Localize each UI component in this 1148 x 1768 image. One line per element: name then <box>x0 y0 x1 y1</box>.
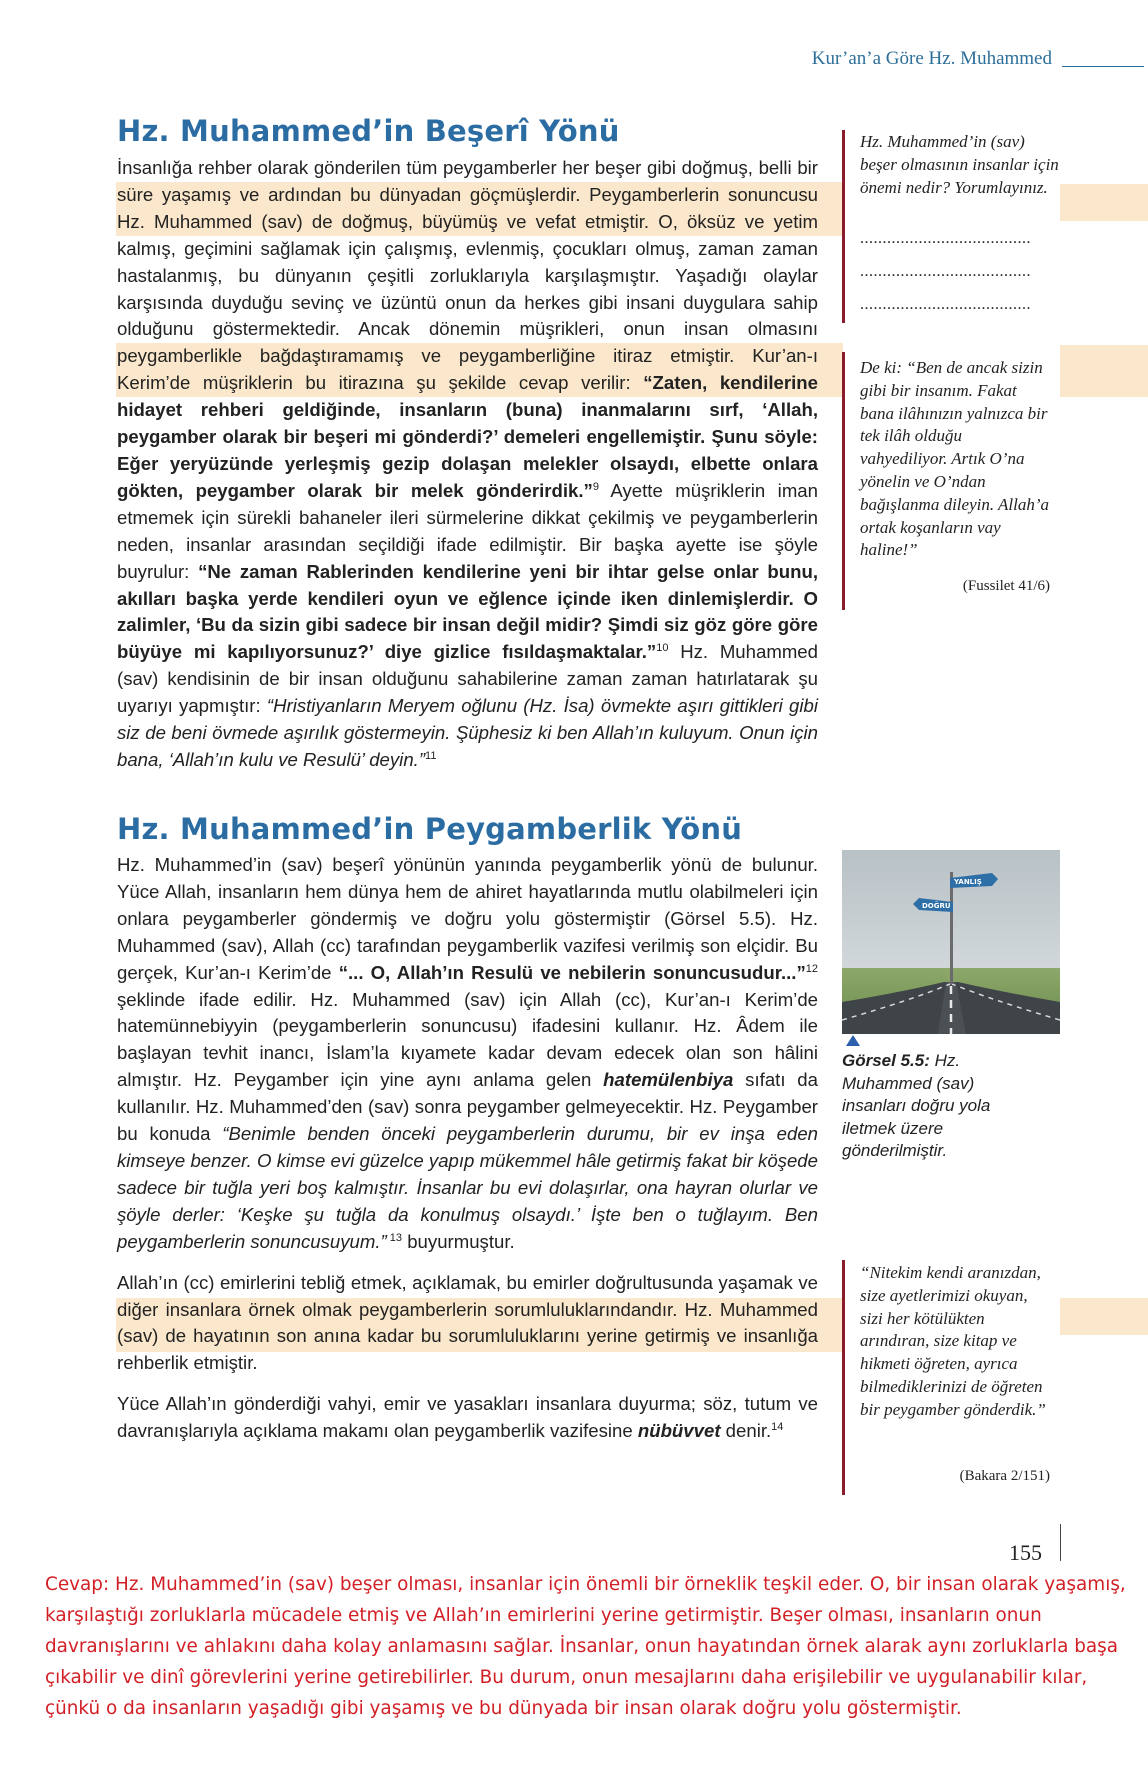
term-hatemulenbiya: hatemülenbiya <box>603 1069 734 1091</box>
figure-caption <box>842 1050 1002 1163</box>
answer-line[interactable]: ...................................... <box>860 263 1031 280</box>
sidebar-rule <box>842 1260 845 1495</box>
paragraph <box>117 1391 818 1445</box>
caption-text: Hz. Muhammed (sav) insanları doğru yola iletmek üzere gönderilmiştir. <box>842 1051 991 1160</box>
sidebar-rule <box>842 130 845 323</box>
figure-crossroads-image <box>842 850 1060 1034</box>
text-run: İnsanlığa rehber olarak gönderilen tüm peygamberler her beşer gibi doğmuş, belli bir süre yaşamış ve ardından bu dünyadan göçmüşlerdir. Peygamberlerin sonuncusu Hz. Muhammed (sav) de doğmuş, büyümüş ve vefat etmiştir. O, öksüz ve yetim kalmış, geçimini sağlamak için çalışmış, evlenmiş, çocukları olmuş, zaman zaman hastalanmış, bu dünyanın çeşitli zorluklarıyla karşılaşmıştır. Yaşadığı olaylar karşısında duyduğu sevinç ve üzüntü onun da herkes gibi insani duygulara sahip olduğunu göstermektedir. Ancak dönemin müşrikleri, onun insan olmasını peygamberlikle bağdaştıramamış ve peygamberliğine itiraz etmiştir. Kur’an-ı Kerim’de müşriklerin bu itirazına şu şekilde cevap verilir: <box>117 157 818 394</box>
answer-line[interactable]: ...................................... <box>860 296 1031 313</box>
page-number: 155 <box>1009 1540 1042 1565</box>
sidebar-quote-bakara: “Nitekim kendi aranızdan, size ayetlerimizi okuyan, sizi her kötülükten arındıran, size kitap ve hikmeti öğreten, ayrıca bilmediklerinizi de öğreten bir peygamber gönderdik.” <box>860 1263 1046 1419</box>
section-title-beseri: Hz. Muhammed’in Beşerî Yönü <box>117 114 620 148</box>
sign-right: DOĞRU <box>922 902 951 910</box>
footnote-ref: 12 <box>805 962 818 975</box>
quran-quote: “Ne zaman Rablerinden kendilerine yeni bir ihtar gelse onlar bunu, akılları başka yerde kendileri oyun ve eğlence içinde iken dinlemişlerdir. O zalimler, ‘Bu da sizin gibi sadece bir insan değil midir? Şimdi siz göz göre göre büyüye mi kapılıyorsunuz?’ diye gizlice fısıldaşmaktalar.” <box>117 560 818 663</box>
footnote-ref: 11 <box>425 749 437 762</box>
running-header-rule <box>1062 66 1144 67</box>
page-number-rule <box>1060 1524 1061 1561</box>
text-run: Hz. Muhammed’in (sav) beşerî yönünün yanında peygamberlik yönü de bulunur. Yüce Allah, insanların hem dünya hem de ahiret hayatlarında mutlu olabilmeleri için onlara peygamberler göndermiş ve doğru yolu göstermiştir (Görsel 5.5). Hz. Muhammed (sav), Allah (cc) tarafından peygamberlik vazifesi verilmiş son elçidir. Bu gerçek, Kur’an-ı Kerim’de <box>117 854 818 983</box>
paragraph: Allah’ın (cc) emirlerini tebliğ etmek, açıklamak, bu emirler doğrultusunda yaşamak ve diğer insanlara örnek olmak peygamberlerin sorumluluklarındandır. Hz. Muhammed (sav) de hayatının son anına kadar bu sorumluluklarını yerine getirmiş ve insanlığa rehberlik etmiştir. <box>117 1271 818 1374</box>
sidebar-question: Hz. Muhammed’in (sav) beşer olmasının insanlar için önemi nedir? Yorumlayınız. <box>860 132 1059 197</box>
margin-highlight <box>1060 1298 1148 1335</box>
sidebar-quote-ref: (Fussilet 41/6) <box>962 578 1050 594</box>
quran-quote: “... O, Allah’ın Resulü ve nebilerin sonuncusudur...” <box>338 961 806 983</box>
footnote-ref: 14 <box>771 1420 784 1433</box>
paragraph <box>117 155 818 774</box>
hadith-quote: “Hristiyanların Meryem oğlunu (Hz. İsa) övmekte aşırı gittikleri gibi siz de beni övmede aşırılık göstermeyin. Şüphesiz ki ben Allah’ın kuluyum. Onun için bana, ‘Allah’ın kulu ve Resulü’ deyin.” <box>117 695 818 770</box>
text-run: Ayette müşriklerin iman etmemek için sürekli bahaneler ileri sürmelerine dikkat çekilmiş ve peygamberlerin neden, insanlar arasından seçildiği ifade edilmiştir. Bir başka ayette ise şöyle buyrulur: <box>117 479 818 582</box>
text-run: Yüce Allah’ın gönderdiği vahyi, emir ve yasakları insanlara duyurma; söz, tutum ve davranışlarıyla açıklama makamı olan peygamberlik vazifesine <box>117 1393 818 1442</box>
sidebar-rule <box>842 352 845 610</box>
crossroads-illustration <box>842 850 1060 1034</box>
section-title-peygamberlik: Hz. Muhammed’in Peygamberlik Yönü <box>117 812 743 846</box>
text-run: şeklinde ifade edilir. Hz. Muhammed (sav) için Allah (cc), Kur’an-ı Kerim’de hatemünnebiyyin (peygamberlerin sonuncusu) ifadesini kullanır. Hz. Âdem ile başlayan tevhit inancı, İslam’la kıyamete kadar devam edecek olan son hâlini almıştır. Hz. Peygamber için yine aynı anlama gelen <box>117 988 818 1091</box>
text-run: sıfatı da kullanılır. Hz. Muhammed’den (sav) sonra peygamber gelmeyecektir. Hz. Peygamber bu konuda <box>117 1069 818 1145</box>
quran-quote: “Zaten, kendilerine hidayet rehberi geldiğinde, insanların (buna) inanmalarını sırf, ‘Allah, peygamber olarak bir beşeri mi gönderdi?’ demeleri engellemiştir. Şunu söyle: Eğer yeryüzünde yerleşmiş gezip dolaşan melekler olsaydı, elbette onlara gökten, peygamber olarak bir melek gönderirdik.” <box>117 372 819 501</box>
running-header-title: Kur’an’a Göre Hz. Muhammed <box>811 48 1052 69</box>
footnote-ref: 13 <box>386 1231 403 1244</box>
section-body-peygamberlik <box>117 852 818 1445</box>
sidebar-quote-ref: (Bakara 2/151) <box>959 1468 1050 1484</box>
sidebar-quote-fussilet: De ki: “Ben de ancak sizin gibi bir insanım. Fakat bana ilâhınızın yalnızca bir tek ilâh olduğu vahyediliyor. Artık O’na yönelin ve O’ndan bağışlanma dileyin. Allah’a ortak koşanların vay haline!” <box>860 358 1050 560</box>
section-body-beseri <box>117 155 818 774</box>
text-run: buyurmuştur. <box>402 1230 515 1252</box>
term-nubuvvet: nübüvvet <box>637 1420 721 1442</box>
text-run: denir. <box>720 1420 772 1442</box>
margin-highlight <box>1060 184 1148 221</box>
caption-triangle-icon <box>846 1035 860 1046</box>
handwritten-answer: Cevap: Hz. Muhammed’in (sav) beşer olması, insanlar için önemli bir örneklik teşkil eder. O, bir insan olarak yaşamış, karşılaştığı zorluklarla mücadele etmiş ve Allah’ın emirlerini yerine getirmiştir. Beşer olması, insanların onun davranışlarını ve ahlakını daha kolay anlamasını sağlar. İnsanlar, onun hayatından örnek alarak aynı zorluklarla başa çıkabilir ve dinî görevlerini yerine getirebilirler. Bu durum, onun mesajlarını daha erişilebilir ve uygulanabilir kılar, çünkü o da insanların yaşadığı gibi yaşamış ve bu dünyada bir insan olarak doğru yolu göstermiştir. <box>45 1574 1126 1719</box>
caption-label: Görsel 5.5: <box>842 1051 930 1070</box>
sign-wrong: YANLIŞ <box>954 878 982 886</box>
paragraph <box>117 852 818 1256</box>
answer-line[interactable]: ...................................... <box>860 230 1031 247</box>
footnote-ref: 9 <box>592 480 599 493</box>
footnote-ref: 10 <box>656 642 669 655</box>
text-run: Hz. Muhammed (sav) kendisinin de bir insan olduğunu sahabilerine zaman zaman hatırlatarak şu uyarıyı yapmıştır: <box>117 641 818 717</box>
margin-highlight <box>1060 345 1148 397</box>
hadith-quote: “Benimle benden önceki peygamberlerin durumu, bir ev inşa eden kimseye benzer. O kimse evi güzelce yapıp mükemmel hâle getirmiş fakat bir köşede sadece bir tuğla yeri boş kalmıştır. İnsanlar bu evi dolaşırlar, ona hayran olurlar ve şöyle derler: ‘Keşke şu tuğla da konulmuş olsaydı.’ İşte ben o tuğlayım. Ben peygamberlerin sonuncusuyum.” <box>117 1123 819 1252</box>
